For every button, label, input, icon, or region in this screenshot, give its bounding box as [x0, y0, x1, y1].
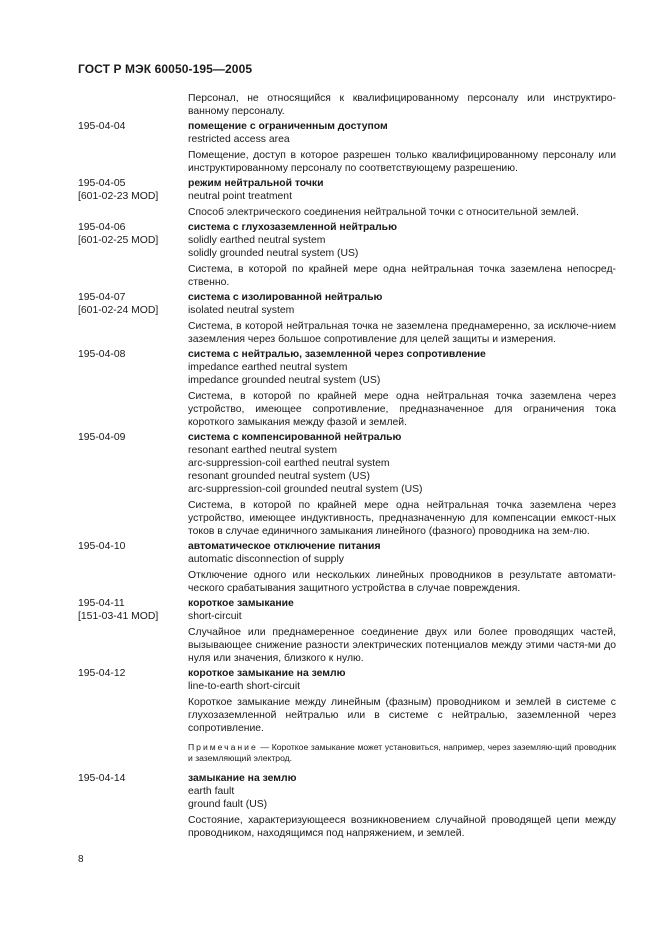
term-ru: система с изолированной нейтралью	[188, 292, 383, 303]
term-ru: короткое замыкание	[188, 598, 294, 609]
document-body	[78, 92, 616, 840]
term-en: neutral point treatment	[188, 191, 292, 202]
term-ru: замыкание на землю	[188, 773, 297, 784]
term-definition: Система, в которой нейтральная точка не заземлена преднамеренно, за исключе-нием заземления через большое сопротивление для целей защиты и измерения.	[188, 321, 616, 345]
term-number: 195-04-06 [601-02-25 MOD]	[78, 222, 159, 246]
term-number: 195-04-14	[78, 773, 126, 784]
term-number: 195-04-12	[78, 668, 126, 679]
term-en: arc-suppression-coil earthed neutral system	[188, 458, 390, 469]
term-entry	[78, 120, 616, 175]
term-number: 195-04-07 [601-02-24 MOD]	[78, 292, 159, 316]
term-definition: Помещение, доступ в которое разрешен только квалифицированному персоналу или инструктированному персоналу по соответствующему разрешению.	[188, 150, 616, 174]
term-entry	[78, 772, 616, 840]
term-entry	[78, 221, 616, 289]
intro-text: Персонал, не относящийся к квалифицированному персоналу или инструктиро-ванному персоналу.	[188, 93, 616, 117]
term-number: 195-04-08	[78, 349, 126, 360]
note-label: Примечание	[188, 742, 258, 752]
term-en: short-circuit	[188, 611, 242, 622]
term-entry	[78, 291, 616, 346]
term-ru: система с нейтралью, заземленной через сопротивление	[188, 349, 486, 360]
note-text: — Короткое замыкание может установиться, например, через заземляю-щий проводник и заземляющий электрод.	[188, 742, 616, 763]
intro-row	[78, 92, 616, 118]
term-number: 195-04-11 [151-03-41 MOD]	[78, 598, 159, 622]
term-en: solidly grounded neutral system (US)	[188, 248, 359, 259]
term-en: arc-suppression-coil grounded neutral system (US)	[188, 484, 423, 495]
page-header: ГОСТ Р МЭК 60050-195—2005	[78, 62, 253, 76]
note	[188, 742, 616, 764]
term-en: restricted access area	[188, 134, 290, 145]
term-en: resonant grounded neutral system (US)	[188, 471, 370, 482]
term-definition: Состояние, характеризующееся возникновением случайной проводящей цепи между проводником, находящимся под напряжением, и землей.	[188, 815, 616, 839]
term-en: impedance grounded neutral system (US)	[188, 375, 381, 386]
term-entry	[78, 540, 616, 595]
term-definition: Система, в которой по крайней мере одна нейтральная точка заземлена через устройство, имеющее индуктивность, предназначенную для компенсации емкост-ных токов в случае единичного замыкания линейного (фазного) проводника на зем-лю.	[188, 500, 616, 537]
page-number: 8	[78, 854, 84, 865]
term-definition: Система, в которой по крайней мере одна нейтральная точка заземлена через устройство, имеющее сопротивление, предназначенное для ограничения тока короткого замыкания между фазой и землей.	[188, 391, 616, 428]
term-ru: автоматическое отключение питания	[188, 541, 381, 552]
term-number: 195-04-09	[78, 432, 126, 443]
term-ru: помещение с ограниченным доступом	[188, 121, 388, 132]
term-entry	[78, 431, 616, 538]
term-en: impedance earthed neutral system	[188, 362, 348, 373]
term-en: resonant earthed neutral system	[188, 445, 338, 456]
term-number: 195-04-05 [601-02-23 MOD]	[78, 178, 159, 202]
term-en: automatic disconnection of supply	[188, 554, 344, 565]
term-definition: Отключение одного или нескольких линейных проводников в результате автомати-ческого срабатывания защитного устройства в случае повреждения.	[188, 570, 616, 594]
term-number: 195-04-10	[78, 541, 126, 552]
term-ru: система с компенсированной нейтралью	[188, 432, 402, 443]
term-definition: Короткое замыкание между линейным (фазным) проводником и землей в системе с глухозаземленной нейтралью или в системе с нейтралью, заземленной через сопротивление.	[188, 697, 616, 734]
term-ru: режим нейтральной точки	[188, 178, 324, 189]
term-number: 195-04-04	[78, 121, 126, 132]
term-en: solidly earthed neutral system	[188, 235, 326, 246]
term-entry	[78, 667, 616, 764]
term-en: ground fault (US)	[188, 799, 268, 810]
term-entry	[78, 177, 616, 219]
term-en: isolated neutral system	[188, 305, 295, 316]
term-definition: Система, в которой по крайней мере одна нейтральная точка заземлена непосред-ственно.	[188, 264, 616, 288]
term-entry	[78, 597, 616, 665]
term-ru: система с глухозаземленной нейтралью	[188, 222, 397, 233]
term-definition: Способ электрического соединения нейтральной точки с относительной землей.	[188, 207, 579, 218]
term-en: line-to-earth short-circuit	[188, 681, 301, 692]
term-entry	[78, 348, 616, 429]
term-definition: Случайное или преднамеренное соединение двух или более проводящих частей, вызывающее снижение разности электрических потенциалов между этими частя-ми до нуля или значения, близкого к нулю.	[188, 627, 616, 664]
term-en: earth fault	[188, 786, 235, 797]
term-ru: короткое замыкание на землю	[188, 668, 346, 679]
